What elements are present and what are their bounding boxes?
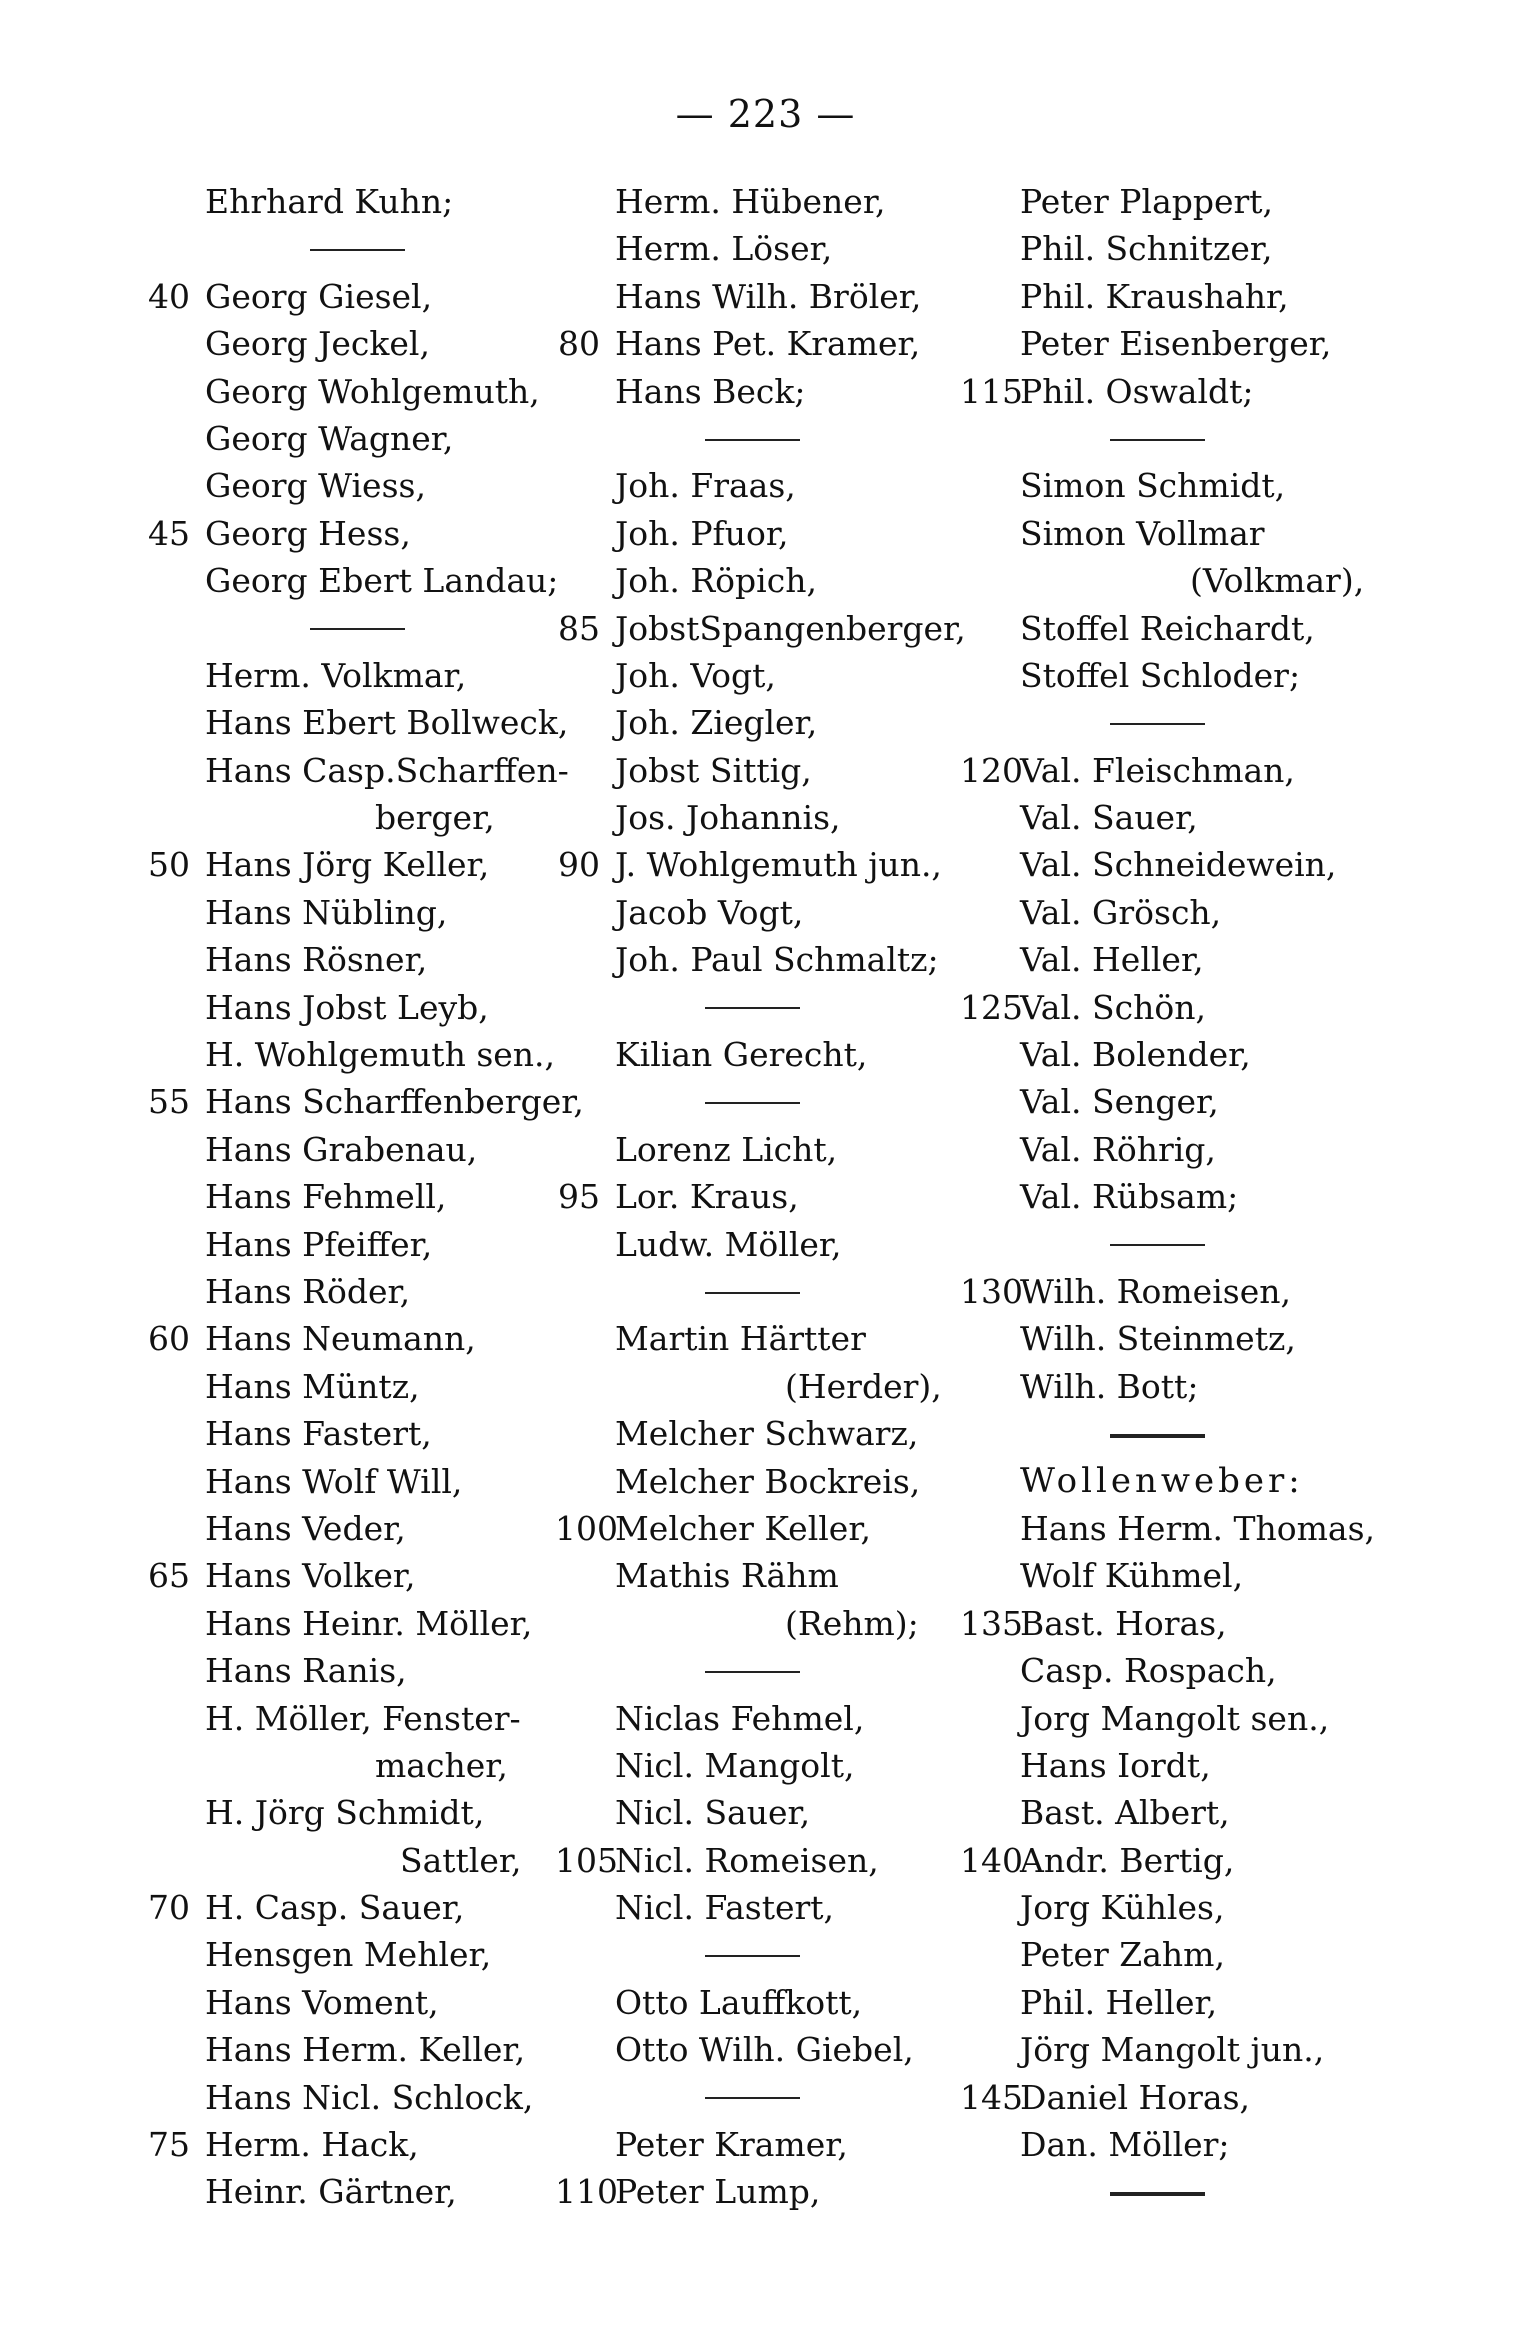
name-entry: Phil. Heller, [1020,1982,1218,2022]
line-number: 85 [558,608,600,648]
list-item [960,1884,1400,1931]
list-item [555,652,995,699]
name-entry: Hans Grabenau, [205,1129,478,1169]
list-item [960,1600,1400,1647]
list-item [145,557,605,604]
section-divider [555,1078,995,1125]
list-item [960,273,1400,320]
list-item [960,1315,1400,1362]
list-item [145,510,605,557]
section-heading: Wollenweber: [1020,1460,1304,1501]
line-number: 145 [960,2077,1023,2117]
name-entry: Jörg Mangolt jun., [1020,2030,1325,2070]
name-entry: Otto Lauffkott, [615,1982,863,2022]
list-item [555,1221,995,1268]
divider-rule [705,2097,800,2099]
line-number: 130 [960,1271,1023,1311]
name-entry: Herm. Löser, [615,229,833,269]
name-entry: Herm. Hack, [205,2125,419,2165]
list-item [145,1126,605,1173]
list-item [145,984,605,1031]
list-item [145,1884,605,1931]
name-entry: Sattler, [400,1840,522,1880]
name-entry: Peter Plappert, [1020,182,1274,221]
name-entry: Phil. Oswaldt; [1020,371,1254,411]
list-item [145,1505,618,1552]
page-number: — 223 — [675,92,856,136]
name-entry: Hans Ebert Bollweck, [205,703,569,743]
name-entry: Nicl. Sauer, [615,1793,811,1833]
line-number: 115 [960,371,1023,411]
list-item [555,1031,995,1078]
name-entry: Georg Wiess, [205,466,426,506]
list-item [555,1695,995,1742]
name-entry: Jos. Johannis, [615,798,841,838]
section-divider [555,1268,995,1315]
divider-rule [1110,1434,1205,1438]
list-item [555,699,995,746]
list-item [555,1979,995,2026]
section-heading-row [960,1458,1400,1505]
name-entry: Jobst Sittig, [615,750,812,790]
name-entry: Nicl. Mangolt, [615,1745,855,1785]
name-entry: Georg Wohlgemuth, [205,371,540,411]
list-item [145,1268,605,1315]
name-entry: Hans Fastert, [205,1414,432,1454]
list-item [960,1552,1400,1599]
name-entry: Bast. Albert, [1020,1793,1230,1833]
list-item [960,1979,1400,2026]
name-entry: Hans Casp.Scharffen- [205,750,569,790]
name-entry: Val. Senger, [1020,1082,1219,1122]
section-divider [555,984,995,1031]
name-entry: Joh. Fraas, [615,466,796,506]
line-number: 65 [148,1556,190,1596]
line-number: 110 [555,2172,618,2212]
list-item [145,747,605,794]
name-entry: Lor. Kraus, [615,1177,799,1217]
name-entry: Nicl. Romeisen, [615,1840,879,1880]
list-item [960,1742,1400,1789]
list-item [960,841,1400,888]
list-item [960,936,1400,983]
name-entry: Phil. Schnitzer, [1020,229,1273,269]
name-entry: Hans Pfeiffer, [205,1224,433,1264]
list-item [145,320,605,367]
list-item [960,1837,1400,1884]
list-item [145,1221,605,1268]
name-entry: Hans Rösner, [205,940,428,980]
section-divider [960,1221,1400,1268]
name-entry: Wilh. Bott; [1020,1366,1199,1406]
name-entry: H. Casp. Sauer, [205,1888,465,1928]
name-entry: Bast. Horas, [1020,1603,1227,1643]
name-entry: Georg Hess, [205,513,411,553]
list-item [145,1078,605,1125]
list-item [960,1268,1400,1315]
divider-rule [705,1292,800,1294]
list-item [145,2074,605,2121]
list-item [145,1031,605,1078]
section-divider [555,1647,995,1694]
name-entry: Val. Grösch, [1020,892,1222,932]
divider-rule [705,1007,800,1009]
name-entry: Georg Jeckel, [205,324,430,364]
name-entry: Hans Scharffenberger, [205,1082,584,1122]
list-item [555,1315,995,1362]
name-entry: Hans Müntz, [205,1366,420,1406]
name-entry: Hans Volker, [205,1556,416,1596]
name-entry: Melcher Schwarz, [615,1414,919,1454]
name-entry: Hans Röder, [205,1271,411,1311]
divider-rule [310,249,405,251]
name-entry: Hans Veder, [205,1508,406,1548]
list-item [145,1931,605,1978]
list-item [145,2168,618,2215]
name-entry: Val. Sauer, [1020,798,1198,838]
name-entry: H. Möller, Fenster- [205,1698,521,1738]
column-left [145,178,618,2216]
list-item [960,2074,1400,2121]
name-entry: Daniel Horas, [1020,2077,1251,2117]
name-entry: Simon Vollmar [1020,513,1265,553]
name-entry: Stoffel Schloder; [1020,655,1301,695]
name-entry: (Volkmar), [1190,561,1365,601]
name-entry: Val. Rübsam; [1020,1177,1239,1217]
name-entry: H. Jörg Schmidt, [205,1793,485,1833]
list-item [555,557,995,604]
name-entry: Hans Voment, [205,1982,439,2022]
line-number: 125 [960,987,1023,1027]
section-divider [145,225,605,272]
name-entry: Herm. Hübener, [615,182,886,221]
list-item [555,368,995,415]
name-entry: Dan. Möller; [1020,2125,1230,2165]
name-entry: Val. Bolender, [1020,1035,1251,1075]
name-entry: Georg Giesel, [205,276,433,316]
list-item [555,794,995,841]
list-item [555,1837,995,1884]
name-entry: Simon Schmidt, [1020,466,1286,506]
name-entry: Kilian Gerecht, [615,1035,868,1075]
section-divider [960,699,1400,746]
list-item [960,1931,1400,1978]
list-item [145,1173,605,1220]
name-entry: Hans Wolf Will, [205,1461,463,1501]
list-item [555,462,995,509]
list-item [555,1173,995,1220]
list-item [145,415,605,462]
list-item [145,2121,605,2168]
list-item [145,889,605,936]
list-item [555,1126,995,1173]
list-item [960,1031,1400,1078]
list-item [145,1695,605,1742]
name-entry: Casp. Rospach, [1020,1651,1277,1691]
name-entry: Nicl. Fastert, [615,1888,835,1928]
divider-rule [310,628,405,630]
list-item [555,1884,995,1931]
list-item [555,1363,995,1410]
divider-rule [1110,439,1205,441]
section-divider [145,605,605,652]
name-entry: Hans Herm. Thomas, [1020,1508,1376,1548]
list-item [960,794,1400,841]
line-number: 60 [148,1319,190,1359]
list-item [960,605,1400,652]
name-entry: (Rehm); [785,1603,919,1643]
list-item [960,1647,1400,1694]
name-entry: Ludw. Möller, [615,1224,842,1264]
list-item [145,841,605,888]
name-entry: Hans Pet. Kramer, [615,324,921,364]
name-entry: Peter Lump, [615,2172,821,2212]
name-entry: Hans Heinr. Möller, [205,1603,533,1643]
name-entry: Joh. Vogt, [615,655,776,695]
name-entry: Wolf Kühmel, [1020,1556,1244,1596]
list-item [960,1173,1400,1220]
name-entry: Hans Fehmell, [205,1177,447,1217]
line-number: 120 [960,750,1023,790]
name-entry: Phil. Kraushahr, [1020,276,1289,316]
line-number: 95 [558,1177,600,1217]
line-number: 135 [960,1603,1023,1643]
list-item [555,2026,995,2073]
list-item [555,1600,995,1647]
list-item [960,320,1400,367]
name-entry: Joh. Pfuor, [615,513,789,553]
list-item [960,178,1400,225]
list-item [960,368,1400,415]
list-item [960,1695,1400,1742]
list-item [960,747,1400,794]
name-entry: berger, [375,798,495,838]
list-item [960,1363,1400,1410]
list-item [960,2121,1400,2168]
list-item [145,1742,605,1789]
name-entry: Val. Schneidewein, [1020,845,1337,885]
name-entry: Mathis Rähm [615,1556,839,1596]
list-item [555,273,995,320]
name-entry: Peter Kramer, [615,2125,848,2165]
list-item [145,1979,605,2026]
list-item [145,1789,605,1836]
name-entry: Martin Härtter [615,1319,866,1359]
name-entry: Melcher Bockreis, [615,1461,921,1501]
name-entry: Jorg Mangolt sen., [1020,1698,1330,1738]
list-item [960,1126,1400,1173]
list-item [145,1315,605,1362]
list-item [555,510,995,557]
line-number: 140 [960,1840,1023,1880]
list-item [145,936,605,983]
name-entry: Joh. Paul Schmaltz; [615,940,939,980]
list-item [555,178,995,225]
name-entry: Stoffel Reichardt, [1020,608,1315,648]
name-entry: (Herder), [785,1366,942,1406]
section-divider [555,2074,995,2121]
list-item [960,1078,1400,1125]
list-item [555,889,995,936]
name-entry: Herm. Volkmar, [205,655,467,695]
list-item [555,936,995,983]
section-divider [960,2168,1400,2215]
name-entry: Wilh. Steinmetz, [1020,1319,1296,1359]
list-item [145,178,605,225]
list-item [960,557,1400,604]
list-item [145,1363,605,1410]
list-item [960,889,1400,936]
line-number: 45 [148,513,190,553]
divider-rule [1110,723,1205,725]
list-item [555,320,995,367]
list-item [145,273,605,320]
name-entry: J. Wohlgemuth jun., [615,845,942,885]
name-entry: Jorg Kühles, [1020,1888,1225,1928]
list-item [145,1647,605,1694]
line-number: 80 [558,324,600,364]
name-entry: Hans Herm. Keller, [205,2030,526,2070]
section-divider [555,1931,995,1978]
name-entry: Georg Wagner, [205,418,454,458]
line-number: 55 [148,1082,190,1122]
list-item [960,984,1400,1031]
list-item [555,2121,995,2168]
line-number: 90 [558,845,600,885]
list-item [960,225,1400,272]
name-entry: Hans Iordt, [1020,1745,1211,1785]
line-number: 75 [148,2125,190,2165]
name-entry: Ehrhard Kuhn; [205,182,454,221]
name-entry: Wilh. Romeisen, [1020,1271,1291,1311]
name-entry: Hans Ranis, [205,1651,407,1691]
list-item [145,1837,618,1884]
name-entry: Peter Eisenberger, [1020,324,1332,364]
name-entry: Val. Röhrig, [1020,1129,1216,1169]
list-item [555,1789,995,1836]
list-item [145,368,605,415]
line-number: 40 [148,276,190,316]
name-entry: Joh. Ziegler, [615,703,818,743]
list-item [960,510,1400,557]
name-entry: Hans Jobst Leyb, [205,987,489,1027]
divider-rule [705,439,800,441]
name-entry: Hans Jörg Keller, [205,845,490,885]
list-item [145,2026,605,2073]
list-item [960,1789,1400,1836]
line-number: 70 [148,1888,190,1928]
divider-rule [1110,1244,1205,1246]
divider-rule [705,1671,800,1673]
list-item [555,841,995,888]
list-item [960,2026,1400,2073]
name-entry: Val. Heller, [1020,940,1204,980]
list-item [145,1458,605,1505]
line-number: 100 [555,1508,618,1548]
list-item [145,462,605,509]
name-entry: Niclas Fehmel, [615,1698,865,1738]
name-entry: Val. Schön, [1020,987,1206,1027]
name-entry: Andr. Bertig, [1020,1840,1235,1880]
name-entry: Hans Beck; [615,371,806,411]
list-item [145,1552,605,1599]
section-divider [960,415,1400,462]
list-item [145,652,605,699]
divider-rule [705,1955,800,1957]
name-entry: Georg Ebert Landau; [205,561,559,601]
list-item [555,605,995,652]
name-entry: Hans Nübling, [205,892,448,932]
list-item [960,462,1400,509]
name-entry: Hans Wilh. Bröler, [615,276,922,316]
list-item [555,1458,995,1505]
list-item [555,225,995,272]
divider-rule [1110,2192,1205,2196]
divider-rule [705,1102,800,1104]
name-entry: Val. Fleischman, [1020,750,1295,790]
name-entry: Joh. Röpich, [615,561,817,601]
list-item [555,747,995,794]
name-entry: Heinr. Gärtner, [205,2172,457,2212]
name-entry: Lorenz Licht, [615,1129,838,1169]
list-item [145,794,605,841]
list-item [555,1505,995,1552]
list-item [960,652,1400,699]
line-number: 50 [148,845,190,885]
name-entry: Peter Zahm, [1020,1935,1225,1975]
name-entry: Hensgen Mehler, [205,1935,492,1975]
name-entry: Hans Nicl. Schlock, [205,2077,534,2117]
list-item [145,1600,605,1647]
section-divider [555,415,995,462]
list-item [555,2168,995,2215]
column-right [960,178,1400,2216]
list-item [555,1742,995,1789]
name-entry: Hans Neumann, [205,1319,476,1359]
column-middle [555,178,995,2216]
name-entry: Jacob Vogt, [615,892,804,932]
list-item [555,1410,995,1457]
section-divider [960,1410,1400,1457]
name-entry: macher, [375,1745,508,1785]
list-item [145,1410,605,1457]
name-entry: Melcher Keller, [615,1508,871,1548]
name-entry: JobstSpangenberger, [615,608,966,648]
list-item [960,1505,1400,1552]
line-number: 105 [555,1840,618,1880]
list-item [145,699,605,746]
name-entry: Otto Wilh. Giebel, [615,2030,914,2070]
list-item [555,1552,995,1599]
name-entry: H. Wohlgemuth sen., [205,1035,556,1075]
